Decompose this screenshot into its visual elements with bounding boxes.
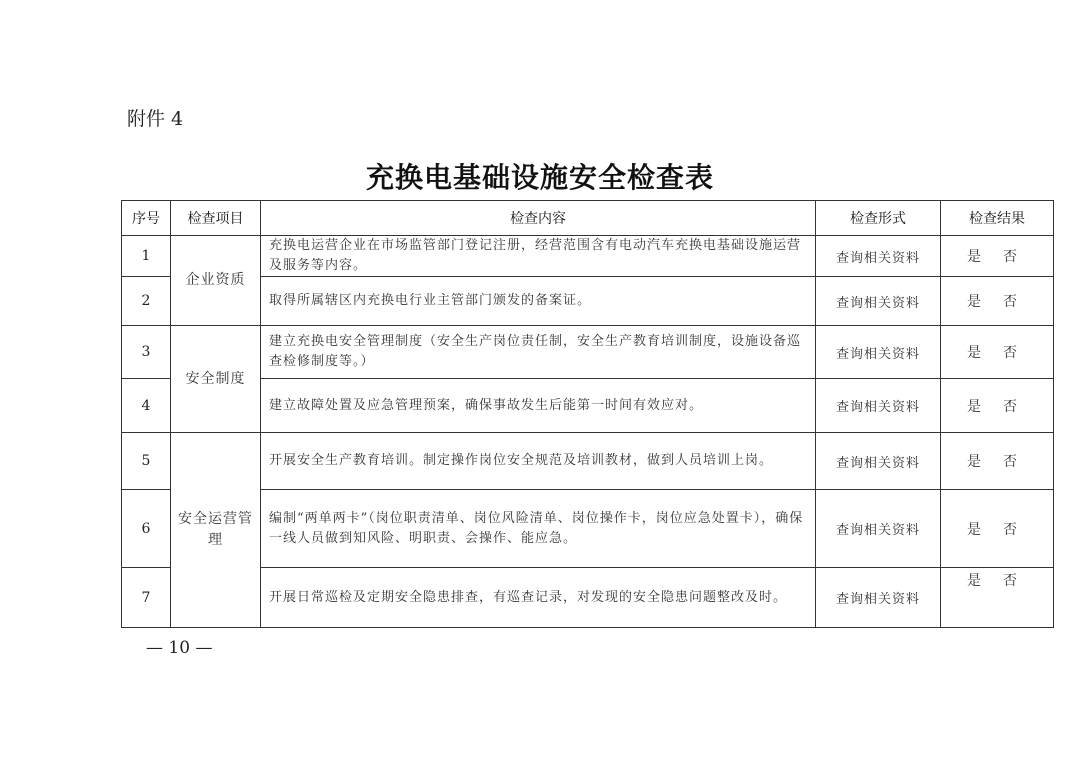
result-yes: 是 <box>967 573 981 589</box>
header-item: 检查项目 <box>171 201 261 236</box>
row-form: 查询相关资料 <box>816 490 941 568</box>
row-content: 开展日常巡检及定期安全隐患排查，有巡查记录，对发现的安全隐患问题整改及时。 <box>261 568 816 628</box>
row-result <box>941 236 1054 277</box>
row-number: 3 <box>122 326 171 379</box>
row-form: 查询相关资料 <box>816 433 941 490</box>
result-no: 否 <box>1003 249 1017 265</box>
row-result <box>941 433 1054 490</box>
row-content: 建立充换电安全管理制度（安全生产岗位责任制，安全生产教育培训制度，设施设备巡查检修制度等。） <box>261 326 816 379</box>
row-form: 查询相关资料 <box>816 568 941 628</box>
row-form: 查询相关资料 <box>816 236 941 277</box>
table-row <box>122 236 1054 277</box>
row-form: 查询相关资料 <box>816 326 941 379</box>
result-yes: 是 <box>967 454 981 470</box>
row-content: 取得所属辖区内充换电行业主管部门颁发的备案证。 <box>261 277 816 326</box>
row-result <box>941 490 1054 568</box>
row-number: 4 <box>122 379 171 433</box>
result-yes: 是 <box>967 249 981 265</box>
inspection-table <box>121 200 1054 628</box>
document-title: 充换电基础设施安全检查表 <box>365 161 714 194</box>
row-result <box>941 568 1054 628</box>
result-yes: 是 <box>967 345 981 361</box>
result-no: 否 <box>1003 398 1017 415</box>
category-system: 安全制度 <box>171 326 261 433</box>
result-yes: 是 <box>967 294 981 310</box>
row-content: 充换电运营企业在市场监管部门登记注册，经营范围含有电动汽车充换电基础设施运营及服务等内容。 <box>261 236 816 277</box>
result-no: 否 <box>1003 345 1017 361</box>
row-number: 2 <box>122 277 171 326</box>
result-yes: 是 <box>967 398 981 415</box>
row-result <box>941 277 1054 326</box>
header-result: 检查结果 <box>941 201 1054 236</box>
row-result <box>941 379 1054 433</box>
row-content: 编制“两单两卡”（岗位职责清单、岗位风险清单、岗位操作卡，岗位应急处置卡），确保一线人员做到知风险、明职责、会操作、能应急。 <box>261 490 816 568</box>
table-row <box>122 490 1054 568</box>
table-row <box>122 326 1054 379</box>
row-result <box>941 326 1054 379</box>
row-form: 查询相关资料 <box>816 379 941 433</box>
table-row <box>122 433 1054 490</box>
row-number: 6 <box>122 490 171 568</box>
page-number: — 10 — <box>146 638 213 658</box>
row-number: 1 <box>122 236 171 277</box>
table-row <box>122 568 1054 628</box>
result-no: 否 <box>1003 294 1017 310</box>
result-no: 否 <box>1003 573 1017 589</box>
category-operation: 安全运营管理 <box>171 433 261 628</box>
header-content: 检查内容 <box>261 201 816 236</box>
result-no: 否 <box>1003 454 1017 470</box>
table-row <box>122 379 1054 433</box>
attachment-label: 附件 4 <box>127 108 184 130</box>
row-number: 7 <box>122 568 171 628</box>
result-yes: 是 <box>967 521 981 538</box>
result-no: 否 <box>1003 521 1017 538</box>
row-content: 开展安全生产教育培训。制定操作岗位安全规范及培训教材，做到人员培训上岗。 <box>261 433 816 490</box>
header-form: 检查形式 <box>816 201 941 236</box>
row-content: 建立故障处置及应急管理预案，确保事故发生后能第一时间有效应对。 <box>261 379 816 433</box>
table-header-row <box>122 201 1054 236</box>
category-qualification: 企业资质 <box>171 236 261 326</box>
header-no: 序号 <box>122 201 171 236</box>
row-form: 查询相关资料 <box>816 277 941 326</box>
row-number: 5 <box>122 433 171 490</box>
table-row <box>122 277 1054 326</box>
